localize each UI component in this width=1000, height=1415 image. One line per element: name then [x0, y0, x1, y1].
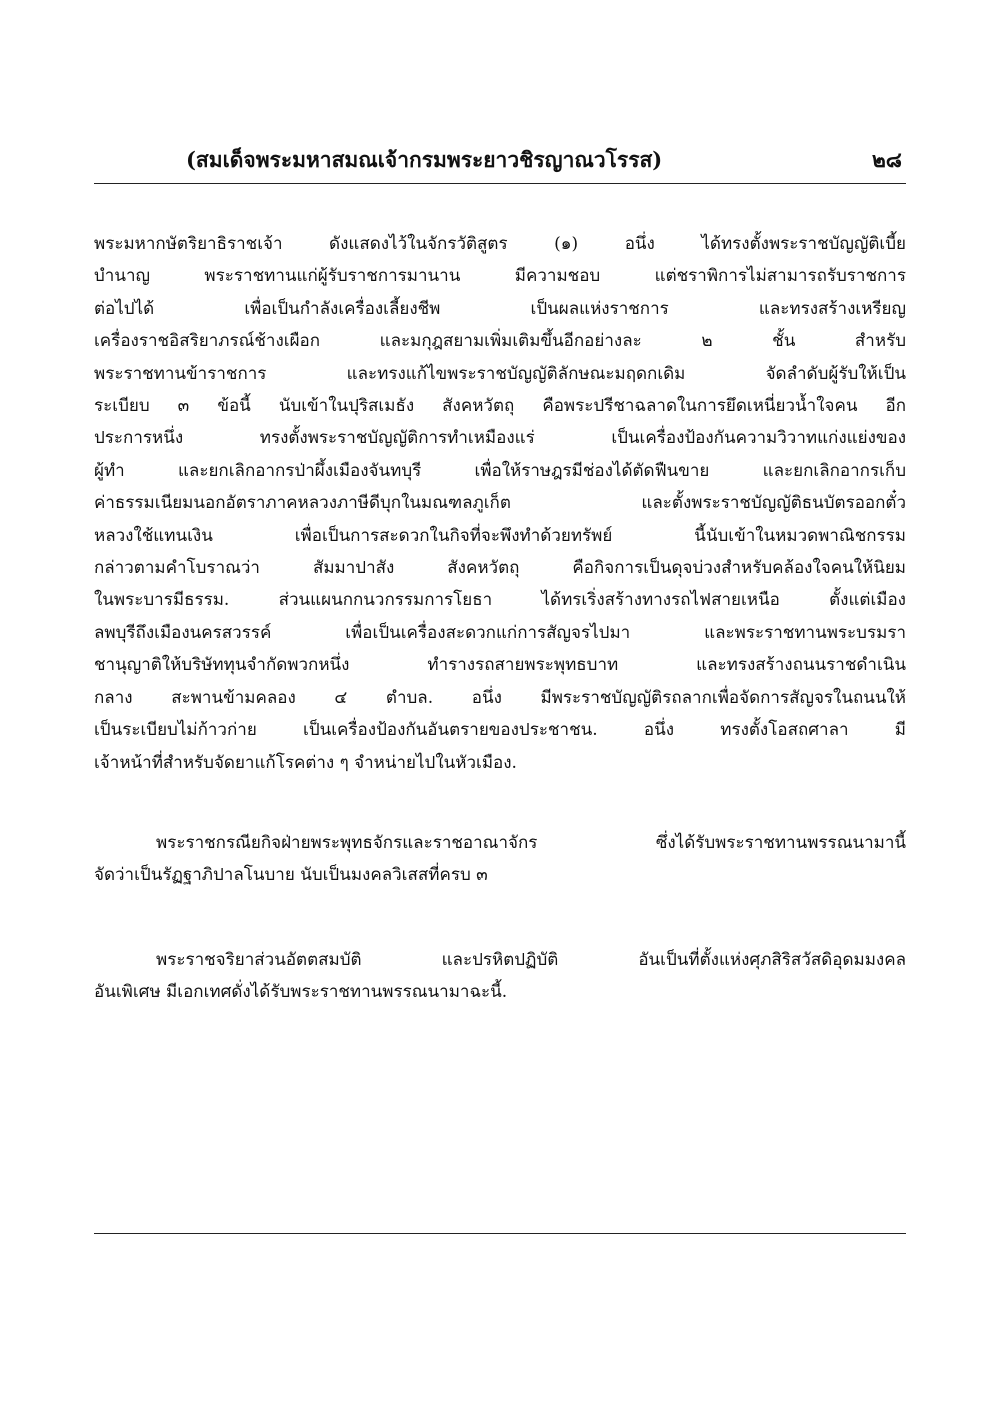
- paragraph-2: [94, 827, 906, 892]
- text-line: พระราชทานข้าราชการ และทรงแก้ไขพระราชบัญญัติลักษณะมฤดกเดิม จัดลำดับผู้รับให้เป็น: [94, 363, 906, 384]
- body-text: [94, 228, 906, 1009]
- text-line: อันเพิเศษ มีเอกเทศดั่งได้รับพระราชทานพรรณนามาฉะนี้.: [94, 982, 508, 1003]
- text-line: ชานุญาติให้บริษัททุนจำกัดพวกหนึ่ง ทำรางรถสายพระพุทธบาท และทรงสร้างถนนราชดำเนิน: [94, 655, 906, 676]
- text-line: ลพบุรีถึงเมืองนครสวรรค์ เพื่อเป็นเครื่องสะดวกแก่การสัญจรไปมา และพระราชทานพระบรมรา: [94, 622, 906, 643]
- text-line: พระราชกรณียกิจฝ่ายพระพุทธจักรและราชอาณาจักร ซึ่งได้รับพระราชทานพรรณนามานี้: [156, 832, 906, 853]
- header-divider: [94, 183, 906, 184]
- text-line: เครื่องราชอิสริยาภรณ์ช้างเผือก และมกุฎสยามเพิ่มเติมขึ้นอีกอย่างละ ๒ ชั้น สำหรับ: [94, 331, 906, 352]
- page-title: (สมเด็จพระมหาสมณเจ้ากรมพระยาวชิรญาณวโรรส): [186, 147, 663, 172]
- text-line: หลวงใช้แทนเงิน เพื่อเป็นการสะดวกในกิจที่จะพึงทำด้วยทรัพย์ นี้นับเข้าในหมวดพาณิชกรรม: [94, 525, 906, 546]
- page-header: [94, 144, 906, 182]
- text-line: ในพระบารมีธรรม. ส่วนแผนกกนวกรรมการโยธา ได้ทรเริ่งสร้างทางรถไฟสายเหนือ ตั้งแต่เมือง: [94, 590, 906, 611]
- text-line: กล่าวตามคำโบราณว่า สัมมาปาสัง สังคหวัตถุ คือกิจการเป็นดุจบ่วงสำหรับคล้องใจคนให้นิยม: [94, 558, 906, 579]
- paragraph-3: [94, 944, 906, 1009]
- text-line: จัดว่าเป็นรัฏฐาภิปาลโนบาย นับเป็นมงคลวิเสสที่ครบ ๓: [94, 865, 488, 886]
- footer-divider: [94, 1233, 906, 1234]
- text-line: เป็นระเบียบไม่ก้าวก่าย เป็นเครื่องป้องกันอันตรายของประชาชน. อนึ่ง ทรงตั้งโอสถศาลา มี: [94, 720, 906, 741]
- text-line: ประการหนึ่ง ทรงตั้งพระราชบัญญัติการทำเหมืองแร่ เป็นเครื่องป้องกันความวิวาทแก่งแย่งของ: [94, 428, 906, 449]
- text-line: พระมหากษัตริยาธิราชเจ้า ดังแสดงไว้ในจักรวัติสูตร (๑) อนึ่ง ได้ทรงตั้งพระราชบัญญัติเบี้ย: [94, 234, 906, 254]
- text-line: บำนาญ พระราชทานแก่ผู้รับราชการมานาน มีความชอบ แต่ชราพิการไม่สามารถรับราชการ: [94, 266, 906, 287]
- text-line: เจ้าหน้าที่สำหรับจัดยาแก้โรคต่าง ๆ จำหน่ายไปในหัวเมือง.: [94, 752, 517, 773]
- text-line: พระราชจริยาส่วนอัตตสมบัติ และปรหิตปฏิบัติ อันเป็นที่ตั้งแห่งศุภสิริสวัสดิอุดมมงคล: [156, 949, 906, 970]
- text-line: ผู้ทำ และยกเลิกอากรป่าผึ้งเมืองจันทบุรี เพื่อให้ราษฎรมีช่องได้ตัดฟืนขาย และยกเลิกอากรเก็บ: [94, 460, 906, 481]
- text-line: ค่าธรรมเนียมนอกอัตราภาคหลวงภาษีดีบุกในมณฑลภูเก็ต และตั้งพระราชบัญญัติธนบัตรออกตั๋ว: [94, 493, 906, 514]
- text-line: กลาง สะพานข้ามคลอง ๔ ตำบล. อนึ่ง มีพระราชบัญญัติรถลากเพื่อจัดการสัญจรในถนนให้: [94, 687, 906, 708]
- text-line: ต่อไปได้ เพื่อเป็นกำลังเครื่องเลี้ยงชีพ เป็นผลแห่งราชการ และทรงสร้างเหรียญ: [94, 298, 906, 319]
- paragraph-1: [94, 228, 906, 779]
- text-line: ระเบียบ ๓ ข้อนี้ นับเข้าในปุริสเมธัง สังคหวัตถุ คือพระปรีชาฉลาดในการยึดเหนี่ยวน้ำใจคน อีก: [94, 396, 906, 417]
- page-number: ๒๘: [871, 147, 902, 172]
